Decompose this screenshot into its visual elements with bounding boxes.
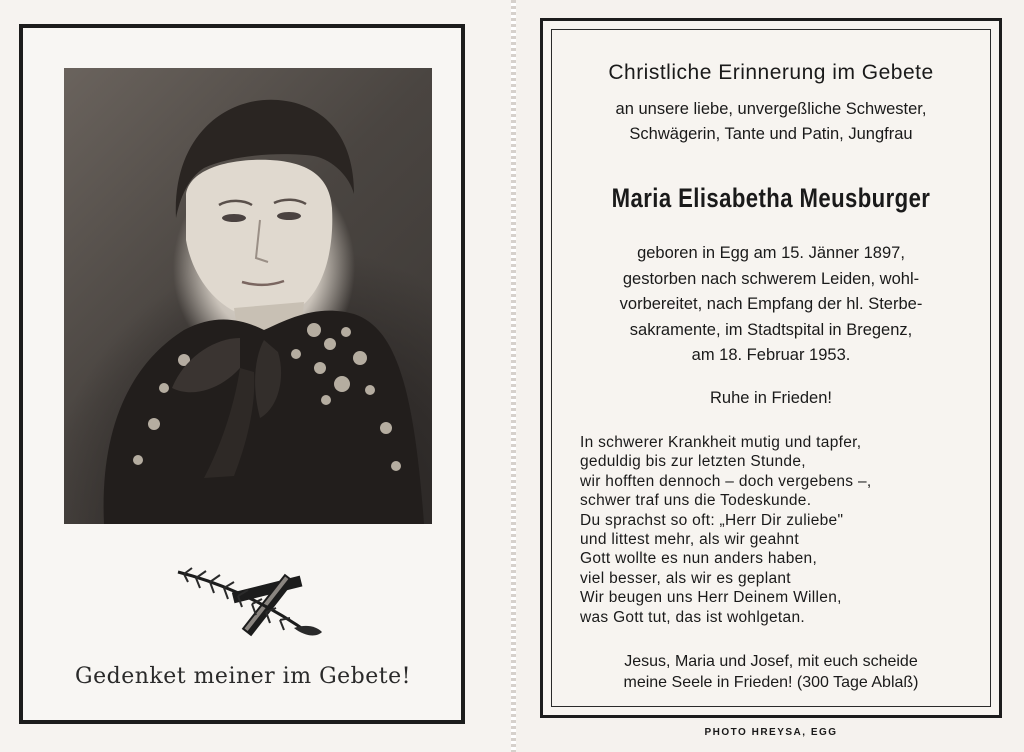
poem-line: Du sprachst so oft: „Herr Dir zuliebe": [580, 511, 844, 529]
poem-line: viel besser, als wir es geplant: [580, 569, 791, 587]
prayer-line: Gedenket meiner im Gebete!: [75, 664, 411, 689]
portrait-illustration: [64, 68, 432, 524]
bio-line: vorbereitet, nach Empfang der hl. Sterbe-: [619, 295, 923, 313]
cross-palm-emblem: [170, 566, 330, 648]
deceased-name: Maria Elisabetha Meusburger: [611, 183, 931, 213]
poem-line: was Gott tut, das ist wohlgetan.: [580, 608, 805, 626]
portrait-photo: [64, 68, 432, 524]
closing-line: meine Seele in Frieden! (300 Tage Ablaß): [623, 674, 919, 691]
biography: [543, 241, 999, 369]
intro-line: an unsere liebe, unvergeßliche Schwester,: [615, 100, 927, 118]
poem-line: Wir beugen uns Herr Deinem Willen,: [580, 589, 842, 607]
text-frame: [540, 18, 1002, 718]
rest-in-peace: Ruhe in Frieden!: [710, 389, 832, 407]
poem-line: In schwerer Krankheit mutig und tapfer,: [580, 434, 862, 451]
poem-line: geduldig bis zur letzten Stunde,: [580, 453, 806, 471]
poem-line: wir hofften dennoch – doch vergebens –,: [580, 472, 872, 490]
memorial-poem: [580, 433, 871, 627]
cross-icon: [232, 574, 303, 637]
bio-line: geboren in Egg am 15. Jänner 1897,: [637, 244, 905, 262]
memorial-heading: Christliche Erinnerung im Gebete: [608, 61, 934, 84]
bio-line: sakramente, im Stadtspital in Bregenz,: [629, 320, 913, 339]
poem-line: und littest mehr, als wir geahnt: [580, 531, 799, 549]
poem-line: Gott wollte es nun anders haben,: [580, 550, 818, 568]
photographer-credit: PHOTO HREYSA, EGG: [704, 727, 838, 738]
bio-line: gestorben nach schwerem Leiden, wohl-: [622, 269, 920, 288]
closing-line: Jesus, Maria und Josef, mit euch scheide: [624, 653, 918, 670]
poem-line: schwer traf uns die Todeskunde.: [580, 492, 812, 510]
closing-prayer: [543, 651, 999, 693]
intro-line: Schwägerin, Tante und Patin, Jungfrau: [629, 125, 913, 143]
bio-line: am 18. Februar 1953.: [691, 346, 851, 364]
